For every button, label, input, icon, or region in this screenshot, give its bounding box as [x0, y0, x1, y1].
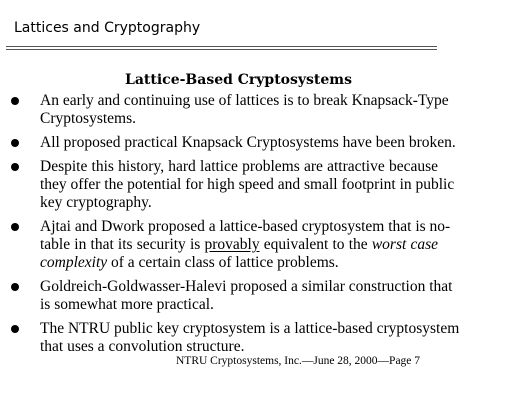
- bullet-dot-icon: [11, 325, 19, 333]
- bullet-line: The NTRU public key cryptosystem is a lattice-based cryptosystem: [40, 320, 460, 337]
- bullet-text: equivalent to the: [259, 236, 372, 253]
- bullet-line: key cryptography.: [40, 194, 152, 211]
- emphasis-italic: worst case: [371, 236, 438, 253]
- page-footer: NTRU Cryptosystems, Inc.—June 28, 2000—Page 7: [176, 355, 421, 367]
- bullet-dot-icon: [11, 283, 19, 291]
- bullet-dot-icon: [11, 223, 19, 231]
- header-title: Lattices and Cryptography: [14, 20, 201, 36]
- bullet-item: [0, 92, 449, 128]
- bullet-line: [40, 236, 438, 254]
- bullet-item: [0, 158, 455, 212]
- bullet-item: [0, 134, 456, 152]
- bullet-item: [0, 320, 460, 356]
- bullet-list: [0, 92, 517, 362]
- bullet-item: [0, 218, 451, 272]
- header-rule-bottom: [6, 49, 437, 50]
- bullet-line: An early and continuing use of lattices is to break Knapsack-Type: [40, 92, 449, 109]
- bullet-line: that uses a convolution structure.: [40, 338, 245, 355]
- bullet-dot-icon: [11, 139, 19, 147]
- bullet-line: is somewhat more practical.: [40, 296, 214, 313]
- bullet-line: [40, 254, 438, 272]
- slide-title: Lattice-Based Cryptosystems: [125, 72, 352, 88]
- bullet-line: Goldreich-Goldwasser-Halevi proposed a similar construction that: [40, 278, 453, 295]
- bullet-text: table in that its security is: [40, 236, 205, 253]
- bullet-line: they offer the potential for high speed and small footprint in public: [40, 176, 455, 193]
- bullet-line: Cryptosystems.: [40, 110, 137, 127]
- emphasis-italic: complexity: [40, 254, 108, 271]
- bullet-text: of a certain class of lattice problems.: [107, 254, 339, 271]
- bullet-dot-icon: [11, 163, 19, 171]
- emphasis-underline: provably: [204, 236, 260, 253]
- bullet-dot-icon: [11, 97, 19, 105]
- bullet-line: All proposed practical Knapsack Cryptosystems have been broken.: [40, 134, 456, 151]
- bullet-line: Despite this history, hard lattice problems are attractive because: [40, 158, 438, 175]
- bullet-line: Ajtai and Dwork proposed a lattice-based cryptosystem that is no-: [40, 218, 451, 235]
- header-rule-top: [6, 46, 437, 47]
- bullet-item: [0, 278, 453, 314]
